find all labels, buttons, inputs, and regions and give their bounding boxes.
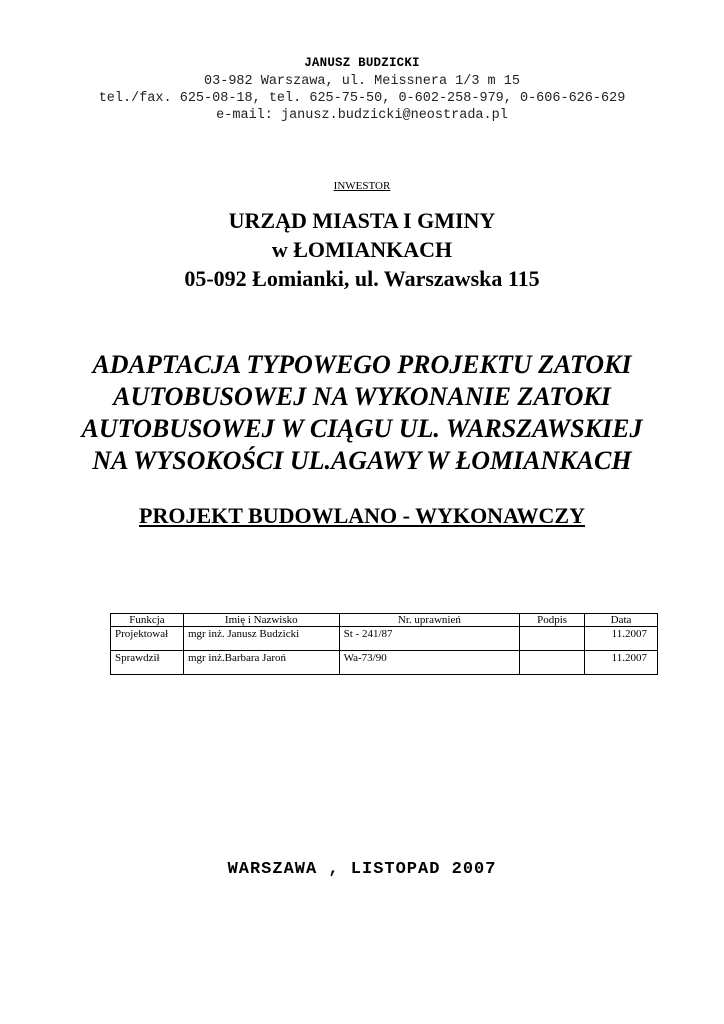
cell-license: St - 241/87 — [339, 627, 520, 651]
column-header-function: Funkcja — [111, 614, 184, 627]
table-row — [111, 651, 658, 675]
column-header-name: Imię i Nazwisko — [183, 614, 339, 627]
project-type-heading — [0, 503, 724, 529]
column-header-date: Data — [585, 614, 658, 627]
place-and-date: WARSZAWA , LISTOPAD 2007 — [227, 860, 497, 879]
cell-function: Projektował — [111, 627, 184, 651]
investor-name: URZĄD MIASTA I GMINY — [228, 208, 496, 233]
author-email: e-mail: janusz.budzicki@neostrada.pl — [216, 108, 508, 123]
column-header-license: Nr. uprawnień — [339, 614, 520, 627]
project-type-text: PROJEKT BUDOWLANO - WYKONAWCZY — [139, 503, 585, 528]
document-title-line: AUTOBUSOWEJ NA WYKONANIE ZATOKI — [113, 382, 611, 411]
author-address: 03-982 Warszawa, ul. Meissnera 1/3 m 15 — [204, 74, 520, 89]
table-row — [111, 627, 658, 651]
investor-address: 05-092 Łomianki, ul. Warszawska 115 — [184, 266, 540, 291]
cell-signature — [520, 651, 585, 675]
author-phones: tel./fax. 625-08-18, tel. 625-75-50, 0-602-258-979, 0-606-626-629 — [98, 91, 626, 106]
cell-date: 11.2007 — [585, 651, 658, 675]
investor-label: INWESTOR — [333, 180, 391, 192]
signature-table — [110, 613, 658, 675]
author-name: JANUSZ BUDZICKI — [304, 56, 420, 70]
cell-signature — [520, 627, 585, 651]
cell-function: Sprawdził — [111, 651, 184, 675]
column-header-signature: Podpis — [520, 614, 585, 627]
document-title-line: NA WYSOKOŚCI UL.AGAWY W ŁOMIANKACH — [92, 446, 632, 475]
cell-date: 11.2007 — [585, 627, 658, 651]
document-title-line: AUTOBUSOWEJ W CIĄGU UL. WARSZAWSKIEJ — [81, 414, 643, 443]
document-title-line: ADAPTACJA TYPOWEGO PROJEKTU ZATOKI — [92, 350, 632, 379]
cell-name: mgr inż. Janusz Budzicki — [183, 627, 339, 651]
table-header-row — [111, 614, 658, 627]
cell-name: mgr inż.Barbara Jaroń — [183, 651, 339, 675]
cell-license: Wa-73/90 — [339, 651, 520, 675]
investor-location: w ŁOMIANKACH — [271, 237, 453, 262]
